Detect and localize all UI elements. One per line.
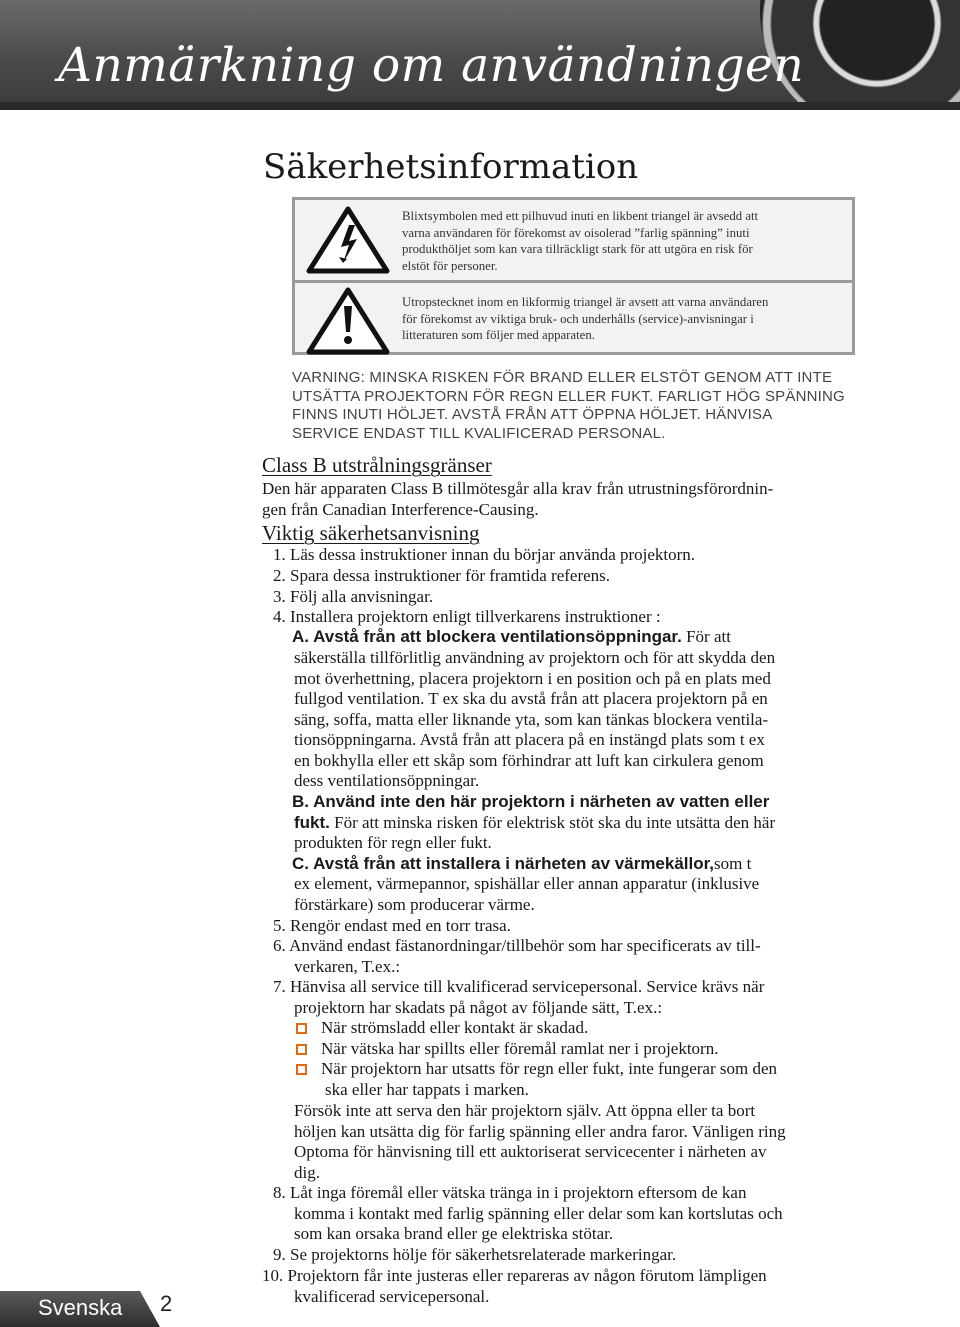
text-line: komma i kontakt med farlig spänning eller delar som kan kortslutas och [294, 1204, 783, 1223]
text-line: projektorn har skadats på något av följande sätt, T.ex.: [294, 998, 663, 1017]
text-line: Optoma för hänvisning till ett auktoriserat servicecenter i närheten av [294, 1142, 767, 1161]
text-line: produkthöljet som kan vara tillräckligt stark för att utgöra en risk för [402, 242, 753, 256]
text-line: höljen kan utsätta dig för farlig spänning eller andra faror. Vänligen ring [294, 1122, 786, 1141]
text-line: produkten för regn eller fukt. [294, 833, 492, 852]
sub-item-b: B. Använd inte den här projektorn i närheten av vatten eller [292, 792, 770, 811]
safety-instructions-heading: Viktig säkerhetsanvisning [262, 521, 480, 545]
list-item: 8. Låt inga föremål eller vätska tränga in i projektorn eftersom de kan [273, 1183, 747, 1202]
checkbox-bullet-icon [296, 1064, 307, 1075]
text-line: elstöt för personer. [402, 258, 498, 273]
sub-item-a: A. Avstå från att blockera ventilationsöppningar. För att [292, 627, 731, 646]
text-line: litteraturen som följer med apparaten. [402, 328, 595, 342]
text-line: en bokhylla eller ett skåp som förhindrar att luft kan cirkulera genom [294, 751, 764, 770]
lightning-description [402, 208, 847, 274]
bullet-item: När strömsladd eller kontakt är skadad. [296, 1018, 588, 1039]
header-stripe [0, 102, 960, 110]
bullet-item: När vätska har spillts eller föremål ramlat ner i projektorn. [296, 1039, 718, 1060]
text-line: Försök inte att serva den här projektorn själv. Att öppna eller ta bort [294, 1101, 756, 1120]
warning-line: FINNS INUTI HÖLJET. AVSTÅ FRÅN ATT ÖPPNA HÖLJET. HÄNVISA [292, 406, 773, 423]
list-item: 1. Läs dessa instruktioner innan du börjar använda projektorn. [273, 545, 696, 564]
text-line: kvalificerad servicepersonal. [294, 1287, 490, 1306]
page-header [0, 0, 960, 110]
text-line: varna användaren för förekomst av oisolerad ”farlig spänning” inuti [402, 225, 750, 240]
section-heading: Säkerhetsinformation [263, 147, 639, 187]
box-divider [295, 280, 852, 283]
text-line: dess ventilationsöppningar. [294, 771, 480, 790]
list-item: 6. Använd endast fästanordningar/tillbehör som har specificerats av till- [273, 936, 761, 955]
footer-language: Svenska [38, 1295, 123, 1320]
warning-notice [292, 369, 892, 443]
safety-symbols-box [292, 197, 855, 355]
text-line: för förekomst av viktiga bruk- och underhålls (service)-anvisningar i [402, 311, 754, 326]
warning-line: VARNING: MINSKA RISKEN FÖR BRAND ELLER ELSTÖT GENOM ATT INTE [292, 369, 833, 386]
exclamation-description [402, 294, 847, 344]
exclamation-warning-icon [305, 286, 391, 356]
list-item: 2. Spara dessa instruktioner för framtida referens. [273, 566, 611, 585]
page-number: 2 [160, 1291, 173, 1316]
sub-item-c: C. Avstå från att installera i närheten av värmekällor,som t [292, 854, 752, 873]
text-line: Utropstecknet inom en likformig triangel är avsett att varna användaren [402, 295, 769, 309]
list-item: 4. Installera projektorn enligt tillverkarens instruktioner : [273, 607, 661, 626]
class-b-text [262, 479, 882, 520]
text-line: fukt. För att minska risken för elektrisk stöt ska du inte utsätta den här [294, 813, 776, 832]
text-line: ex element, värmepannor, spishällar eller annan apparatur (inklusive [294, 874, 760, 893]
list-item: 5. Rengör endast med en torr trasa. [273, 916, 511, 935]
text-line: gen från Canadian Interference-Causing. [262, 499, 539, 519]
class-b-heading: Class B utstrålningsgränser [262, 453, 492, 477]
checkbox-bullet-icon [296, 1023, 307, 1034]
warning-line: UTSÄTTA PROJEKTORN FÖR REGN ELLER FUKT. FARLIGT HÖG SPÄNNING [292, 387, 845, 405]
text-line: ska eller har tappats i marken. [325, 1080, 529, 1099]
list-item: 10. Projektorn får inte justeras eller repareras av någon förutom lämpligen [262, 1266, 767, 1285]
text-line: säng, soffa, matta eller liknande yta, som kan tänkas blockera ventila- [294, 710, 769, 729]
list-item: 7. Hänvisa all service till kvalificerad servicepersonal. Service krävs när [273, 977, 765, 996]
text-line: Blixtsymbolen med ett pilhuvud inuti en likbent triangel är avsedd att [402, 209, 759, 223]
text-line: verkaren, T.ex.: [294, 957, 401, 976]
text-line: förstärkare) som producerar värme. [294, 895, 535, 914]
text-line: mot överhettning, placera projektorn i en position och på en plats med [294, 669, 771, 688]
warning-line: SERVICE ENDAST TILL KVALIFICERAD PERSONAL. [292, 424, 666, 442]
list-item: 9. Se projektorns hölje för säkerhetsrelaterade markeringar. [273, 1245, 677, 1264]
text-line: dig. [294, 1163, 320, 1182]
bullet-item: När projektorn har utsatts för regn eller fukt, inte fungerar som den [296, 1059, 777, 1080]
text-line: säkerställa tillförlitlig användning av projektorn och för att skydda den [294, 648, 776, 667]
text-line: Den här apparaten Class B tillmötesgår alla krav från utrustningsförordnin- [262, 479, 774, 498]
checkbox-bullet-icon [296, 1044, 307, 1055]
list-item: 3. Följ alla anvisningar. [273, 587, 434, 606]
text-line: som kan orsaka brand eller ge elektriska stötar. [294, 1224, 614, 1243]
lightning-warning-icon [305, 205, 391, 275]
page-title: Anmärkning om användningen [58, 38, 805, 93]
text-line: fullgod ventilation. T ex ska du avstå från att placera projektorn på en [294, 689, 768, 708]
text-line: tionsöppningarna. Avstå från att placera på en instängd plats som t ex [294, 730, 765, 749]
